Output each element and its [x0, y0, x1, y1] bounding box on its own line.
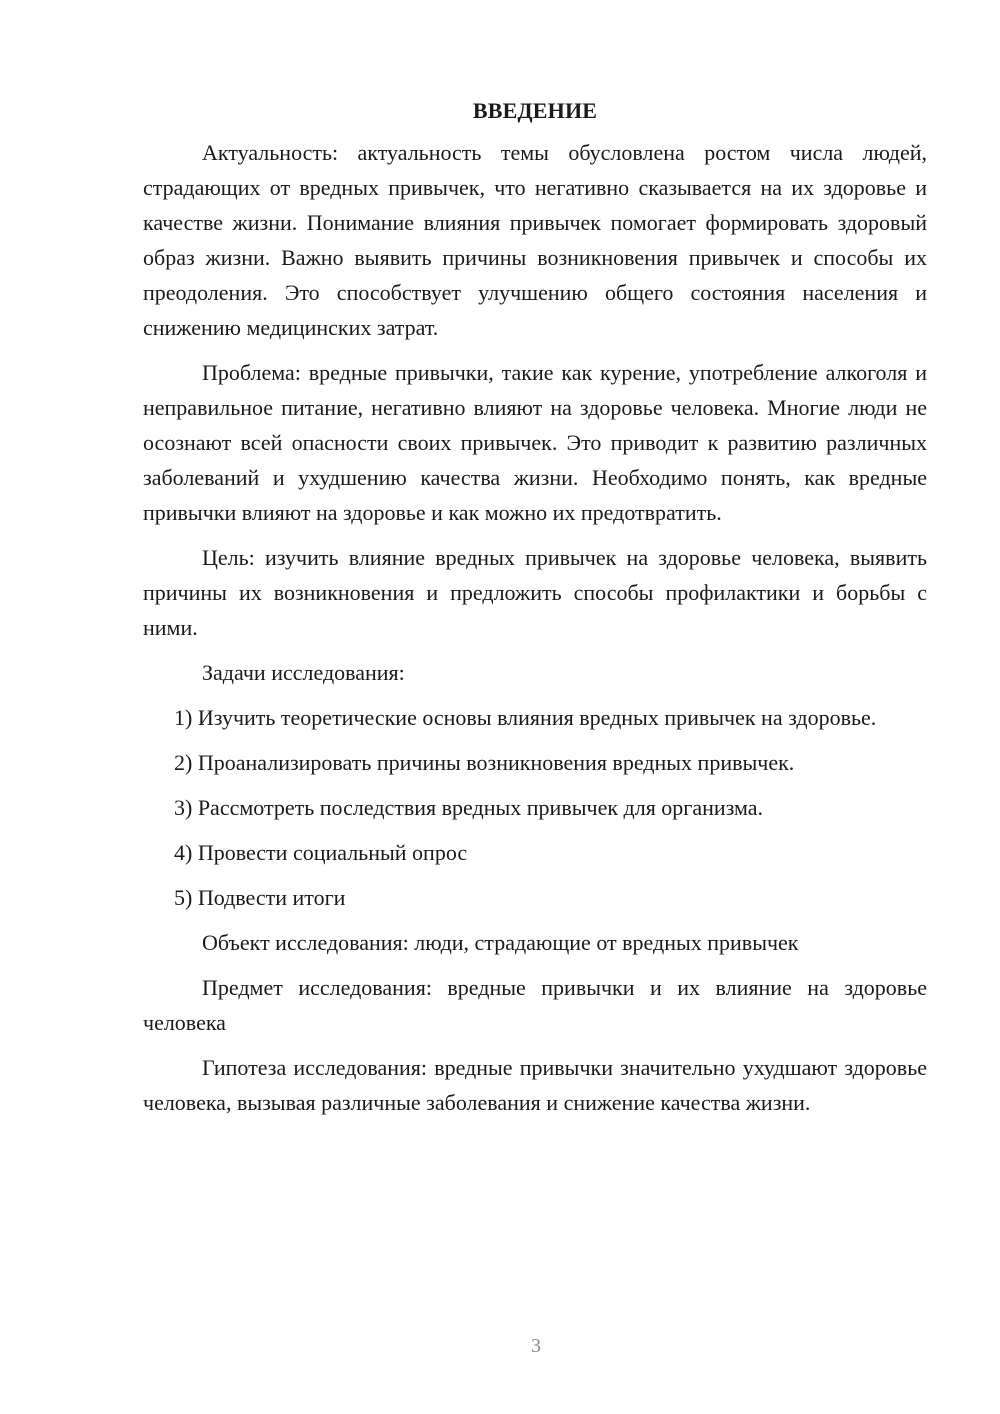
- task-item: 2) Проанализировать причины возникновения вредных привычек.: [174, 750, 795, 775]
- task-item: 5) Подвести итоги: [174, 885, 346, 910]
- page-number: 3: [531, 1335, 541, 1357]
- hypothesis-paragraph: Гипотеза исследования: вредные привычки значительно ухудшают здоровье человека, вызывая различные заболевания и снижение качества жизни.: [143, 1055, 927, 1115]
- task-item: 3) Рассмотреть последствия вредных привычек для организма.: [174, 795, 764, 820]
- page-content: [143, 97, 927, 1130]
- relevance-paragraph: Актуальность: актуальность темы обусловлена ростом числа людей, страдающих от вредных привычек, что негативно сказывается на их здоровье и качестве жизни. Понимание влияния привычек помогает формировать здоровый образ жизни. Важно выявить причины возникновения привычек и способы их преодоления. Это способствует улучшению общего состояния населения и снижению медицинских затрат.: [143, 140, 927, 340]
- subject-paragraph: Предмет исследования: вредные привычки и их влияние на здоровье человека: [143, 975, 927, 1035]
- goal-paragraph: Цель: изучить влияние вредных привычек на здоровье человека, выявить причины их возникновения и предложить способы профилактики и борьбы с ними.: [143, 545, 927, 640]
- page-title: ВВЕДЕНИЕ: [472, 98, 598, 123]
- tasks-heading: Задачи исследования:: [202, 660, 405, 685]
- problem-paragraph: Проблема: вредные привычки, такие как курение, употребление алкоголя и неправильное питание, негативно влияют на здоровье человека. Многие люди не осознают всей опасности своих привычек. Это приводит к развитию различных заболеваний и ухудшению качества жизни. Необходимо понять, как вредные привычки влияют на здоровье и как можно их предотвратить.: [143, 360, 927, 525]
- task-item: 4) Провести социальный опрос: [174, 840, 468, 865]
- object-paragraph: Объект исследования: люди, страдающие от вредных привычек: [202, 930, 799, 955]
- task-item: 1) Изучить теоретические основы влияния вредных привычек на здоровье.: [174, 705, 877, 730]
